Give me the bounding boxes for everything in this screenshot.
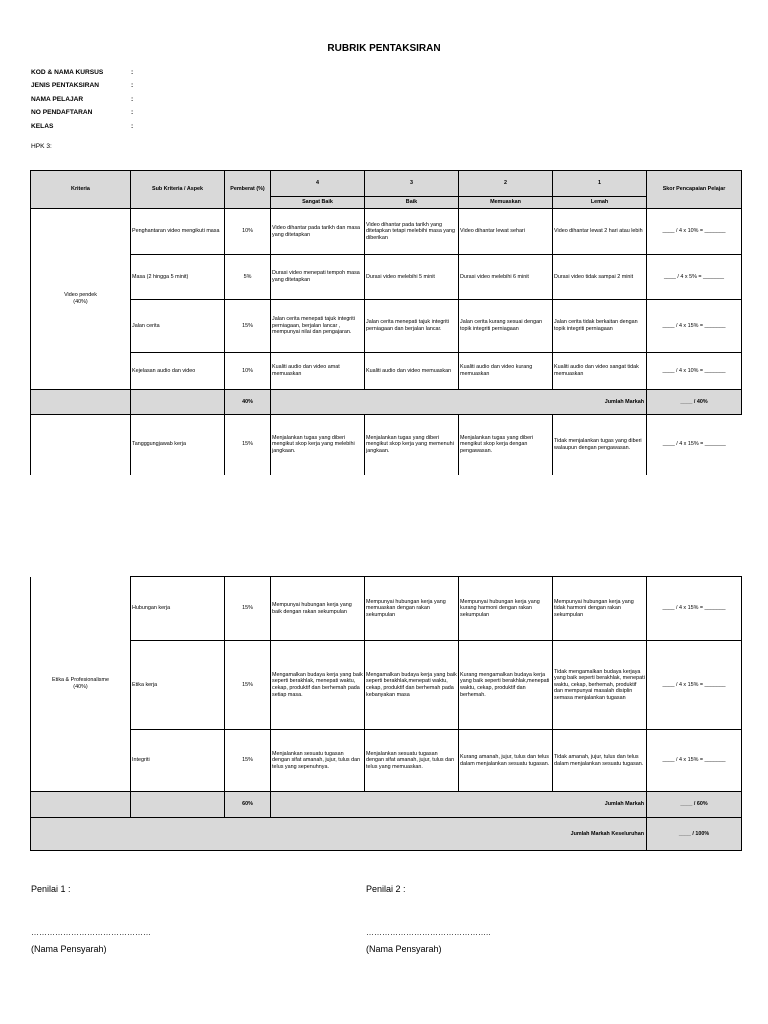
info-row-assessment-type [31, 79, 133, 92]
level-1-desc: Tidak menjalankan tugas yang diberi walaupun dengan pengawasan. [553, 415, 647, 475]
level-1-desc: Jalan cerita tidak berkaitan dengan topik integriti perniagaan [553, 300, 647, 353]
grand-total-score[interactable]: ____ / 100% [647, 818, 742, 851]
info-row-registration-no [31, 106, 133, 119]
level-4-desc: Mempunyai hubungan kerja yang baik dengan rakan sekumpulan [271, 577, 365, 641]
header-level-3-name: Baik [365, 197, 459, 209]
grand-total-row [31, 818, 742, 851]
criterion-video-pendek: Video pendek (40%) [31, 209, 131, 390]
score-field[interactable]: ____ / 4 x 10% = _______ [647, 209, 742, 255]
weight: 15% [225, 730, 271, 792]
subtotal-empty [31, 792, 131, 818]
level-2-desc: Kurang mengamalkan budaya kerja yang baik seperti berakhlak,menepati waktu, cekap, produktif dan berhemah. [459, 641, 553, 730]
evaluator-1-label: Penilai 1 : [31, 884, 71, 894]
subtotal-empty [131, 390, 225, 415]
level-4-desc: Video dihantar pada tarikh dan masa yang ditetapkan [271, 209, 365, 255]
level-3-desc: Mengamalkan budaya kerja yang baik seperti berakhlak,menepati waktu, cekap, produktif dan berhemah pada kebanyakan masa [365, 641, 459, 730]
info-separator: : [131, 109, 134, 117]
level-4-desc: Menjalankan sesuatu tugasan dengan sifat amanah, jujur, tulus dan telus yang sepenuhnya. [271, 730, 365, 792]
level-2-desc: Jalan cerita kurang sesuai dengan topik integriti perniagaan [459, 300, 553, 353]
weight: 15% [225, 641, 271, 730]
subtotal-row [31, 390, 742, 415]
level-3-desc: Jalan cerita menepati tajuk integriti perniagaan dan berjalan lancar. [365, 300, 459, 353]
sub-criterion: Etika kerja [131, 641, 225, 730]
score-field[interactable]: ____ / 4 x 5% = _______ [647, 255, 742, 300]
weight: 10% [225, 353, 271, 390]
header-level-2-name: Memuaskan [459, 197, 553, 209]
level-4-desc: Menjalankan tugas yang diberi mengikut skop kerja yang melebihi jangkaan. [271, 415, 365, 475]
header-level-1-name: Lemah [553, 197, 647, 209]
rubric-table-part2 [30, 576, 742, 851]
subtotal-weight: 60% [225, 792, 271, 818]
score-field[interactable]: ____ / 4 x 15% = _______ [647, 300, 742, 353]
table-row [31, 209, 742, 255]
weight: 5% [225, 255, 271, 300]
header-level-4-name: Sangat Baik [271, 197, 365, 209]
info-separator: : [131, 122, 134, 130]
weight: 15% [225, 577, 271, 641]
table-row [31, 577, 742, 641]
table-row [31, 300, 742, 353]
evaluator-2-name: (Nama Pensyarah) [366, 944, 442, 954]
weight: 15% [225, 300, 271, 353]
info-label: NAMA PELAJAR [31, 95, 84, 103]
level-2-desc: Durasi video melebihi 6 minit [459, 255, 553, 300]
level-3-desc: Menjalankan tugas yang diberi mengikut skop kerja yang memenuhi jangkaan. [365, 415, 459, 475]
subtotal-weight: 40% [225, 390, 271, 415]
score-field[interactable]: ____ / 4 x 15% = _______ [647, 641, 742, 730]
info-row-course [31, 66, 133, 79]
info-label: JENIS PENTAKSIRAN [31, 82, 100, 90]
info-separator: : [131, 95, 134, 103]
sub-criterion: Hubungan kerja [131, 577, 225, 641]
info-label: KOD & NAMA KURSUS [31, 69, 104, 76]
table-row [31, 415, 742, 475]
level-2-desc: Kualiti audio dan video kurang memuaskan [459, 353, 553, 390]
weight: 15% [225, 415, 271, 475]
score-field[interactable]: ____ / 4 x 15% = _______ [647, 730, 742, 792]
document-title: RUBRIK PENTAKSIRAN [327, 43, 441, 54]
level-2-desc: Menjalankan tugas yang diberi mengikut skop kerja dengan pengawasan. [459, 415, 553, 475]
score-field[interactable]: ____ / 4 x 15% = _______ [647, 415, 742, 475]
level-3-desc: Kualiti audio dan video memuaskan [365, 353, 459, 390]
info-separator: : [131, 82, 134, 90]
header-level-4: 4 [271, 171, 365, 197]
subtotal-empty [131, 792, 225, 818]
level-2-desc: Kurang amanah, jujur, tulus dan telus dalam menjalankan sesuatu tugasan. [459, 730, 553, 792]
level-1-desc: Video dihantar lewat 2 hari atau lebih [553, 209, 647, 255]
level-4-desc: Kualiti audio dan video amat memuaskan [271, 353, 365, 390]
subtotal-score[interactable]: ____ / 40% [647, 390, 742, 415]
level-3-desc: Durasi video melebihi 5 minit [365, 255, 459, 300]
sub-criterion: Integriti [131, 730, 225, 792]
level-3-desc: Menjalankan sesuatu tugasan dengan sifat amanah, jujur, tulus dan telus yang memuaskan. [365, 730, 459, 792]
weight: 10% [225, 209, 271, 255]
level-4-desc: Durasi video menepati tempoh masa yang ditetapkan [271, 255, 365, 300]
level-3-desc: Video dihantar pada tarikh yang ditetapkan tetapi melebihi masa yang diberikan [365, 209, 459, 255]
table-row [31, 255, 742, 300]
sub-criterion: Tangggungjawab kerja [131, 415, 225, 475]
level-1-desc: Durasi video tidak sampai 2 minit [553, 255, 647, 300]
level-1-desc: Mempunyai hubungan kerja yang tidak harmoni dengan rakan sekumpulan [553, 577, 647, 641]
level-1-desc: Tidak mengamalkan budaya kerjaya yang baik seperti berakhlak, menepati waktu, cekap, berhemah, produktif dan mempunyai masalah disiplin semasa menjalankan tugasan [553, 641, 647, 730]
subtotal-empty [31, 390, 131, 415]
info-label: NO PENDAFTARAN [31, 109, 93, 117]
header-level-1: 1 [553, 171, 647, 197]
level-4-desc: Jalan cerita menepati tajuk integriti perniagaan, berjalan lancar , mempunyai nilai dan pengajaran. [271, 300, 365, 353]
header-kriteria: Kriteria [31, 171, 131, 209]
sub-criterion: Kejelasan audio dan video [131, 353, 225, 390]
subtotal-row [31, 792, 742, 818]
table-row [31, 730, 742, 792]
table-row [31, 641, 742, 730]
criterion-etika-top [31, 415, 131, 475]
evaluator-2-label: Penilai 2 : [366, 884, 406, 894]
header-level-3: 3 [365, 171, 459, 197]
hpk-label: HPK 3: [31, 143, 52, 150]
info-row-class [31, 120, 133, 133]
sub-criterion: Jalan cerita [131, 300, 225, 353]
score-field[interactable]: ____ / 4 x 15% = _______ [647, 577, 742, 641]
info-label: KELAS [31, 122, 54, 130]
evaluator-1-name: (Nama Pensyarah) [31, 944, 107, 954]
evaluator-1-signature-line[interactable]: ……………………………………… [31, 928, 151, 937]
level-3-desc: Mempunyai hubungan kerja yang memuaskan dengan rakan sekumpulan [365, 577, 459, 641]
sub-criterion: Masa (2 hingga 5 minit) [131, 255, 225, 300]
header-pemberat: Pemberat (%) [225, 171, 271, 209]
info-row-student-name [31, 93, 133, 106]
table-row [31, 353, 742, 390]
criterion-etika: Etika & Profesionalisme (40%) [31, 577, 131, 792]
subtotal-label: Jumlah Markah [271, 792, 647, 818]
level-2-desc: Mempunyai hubungan kerja yang kurang harmoni dengan rakan sekumpulan [459, 577, 553, 641]
header-sub-kriteria: Sub Kriteria / Aspek [131, 171, 225, 209]
subtotal-label: Jumlah Markah [271, 390, 647, 415]
header-level-2: 2 [459, 171, 553, 197]
info-separator: : [131, 69, 134, 76]
subtotal-score[interactable]: ____ / 60% [647, 792, 742, 818]
rubric-table-part1 [30, 170, 742, 475]
score-field[interactable]: ____ / 4 x 10% = _______ [647, 353, 742, 390]
level-1-desc: Kualiti audio dan video sangat tidak memuaskan [553, 353, 647, 390]
level-1-desc: Tidak amanah, jujur, tulus dan telus dalam menjalankan sesuatu tugasan. [553, 730, 647, 792]
header-skor: Skor Pencapaian Pelajar [647, 171, 742, 209]
evaluator-2-signature-line[interactable]: ……………………………………….. [366, 928, 491, 937]
grand-total-label: Jumlah Markah Keseluruhan [31, 818, 647, 851]
level-2-desc: Video dihantar lewat sehari [459, 209, 553, 255]
sub-criterion: Penghantaran video mengikuti masa [131, 209, 225, 255]
level-4-desc: Mengamalkan budaya kerja yang baik seperti berakhlak, menepati waktu, cekap, produktif dan berhemah pada setiap masa. [271, 641, 365, 730]
info-fields [31, 66, 133, 133]
